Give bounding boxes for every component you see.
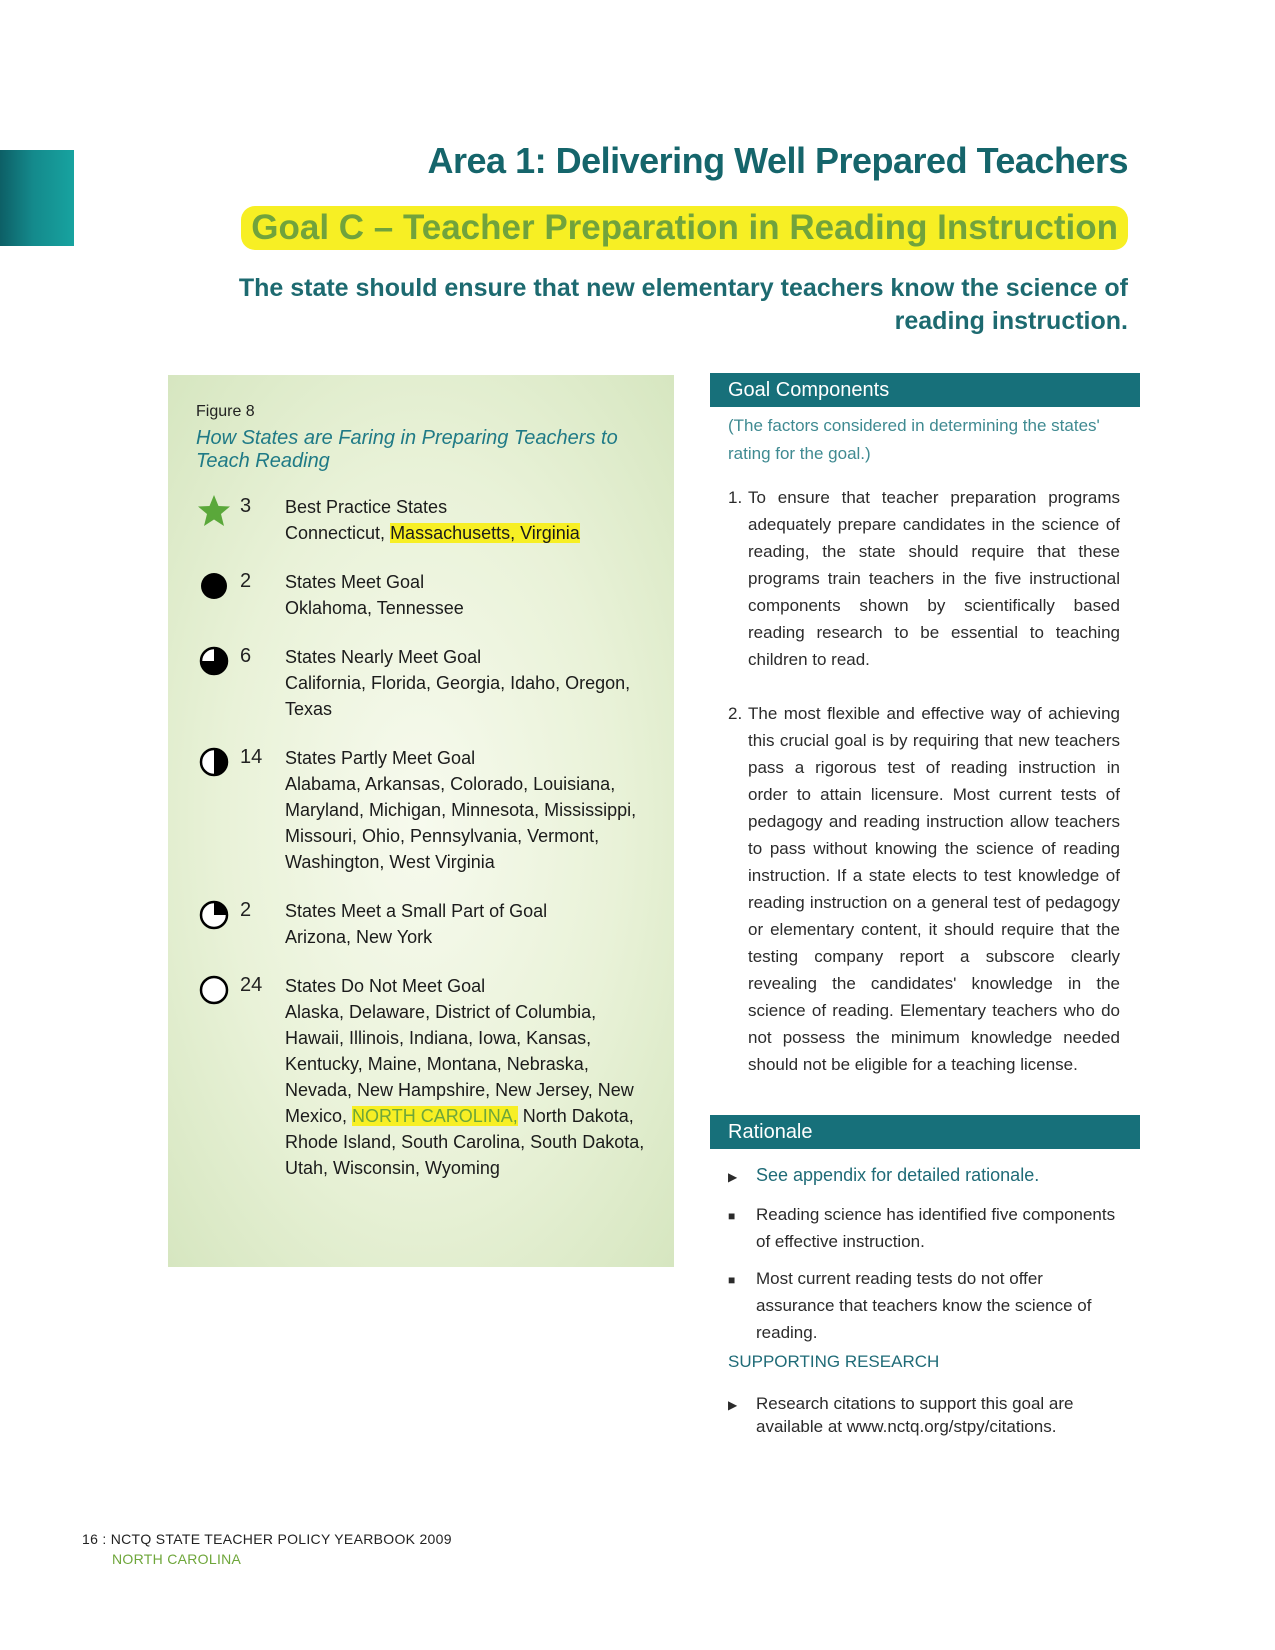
goal-components-heading: Goal Components (710, 373, 1140, 407)
rating-label: States Meet a Small Part of Goal (285, 901, 548, 921)
rating-label: Best Practice States (285, 497, 448, 517)
rationale-link-item[interactable] (728, 1162, 1120, 1191)
full-circle-icon (196, 568, 232, 604)
rating-count: 14 (240, 746, 263, 768)
rating-label: States Nearly Meet Goal (285, 647, 482, 667)
rating-states: Alaska, Delaware, District of Columbia, Hawaii, Illinois, Indiana, Iowa, Kansas, Kentucky, Maine, Montana, Nebraska, Nevada, New Hampshire, New Jersey, New Mexico, NORTH CAROLINA, North Dakota, Rhode Island, South Carolina, South Dakota, Utah, Wisconsin, Wyoming (285, 1002, 645, 1178)
goal-title: Goal C – Teacher Preparation in Reading Instruction (241, 206, 1128, 250)
rating-label: States Partly Meet Goal (285, 748, 476, 768)
rationale-point-text: Most current reading tests do not offer assurance that teachers know the science of reading. (756, 1269, 1092, 1342)
item-number: 2. (728, 704, 743, 723)
rating-row-do-not-meet (196, 974, 654, 1181)
figure-label: Figure 8 (196, 403, 255, 420)
goal-components-note: (The factors considered in determining the states' rating for the goal.) (728, 416, 1100, 463)
triangle-bullet-icon: ▶ (728, 1398, 738, 1412)
square-bullet-icon: ■ (728, 1273, 736, 1287)
side-color-tab (0, 150, 74, 246)
three-quarter-circle-icon (196, 643, 232, 679)
rationale-point (728, 1201, 1120, 1255)
footer-state: NORTH CAROLINA (112, 1551, 242, 1567)
rating-row-best-practice (196, 495, 654, 546)
rating-row-meet-goal (196, 570, 654, 621)
goal-component-item (728, 700, 1120, 1078)
research-citation-item (728, 1392, 1120, 1438)
rating-row-partly-meet (196, 746, 654, 875)
supporting-research-heading: SUPPORTING RESEARCH (728, 1352, 940, 1371)
item-text: To ensure that teacher preparation programs adequately prepare candidates in the science of reading, the state should require that these programs train teachers in the five instructional components shown by scientifically based reading research to be essential to teaching children to read. (748, 488, 1120, 669)
goal-statement: The state should ensure that new elementary teachers know the science of reading instruction. (238, 274, 1128, 335)
rationale-point-text: Reading science has identified five components of effective instruction. (756, 1205, 1116, 1251)
goal-component-item (728, 484, 1120, 673)
rationale-list (728, 1162, 1120, 1356)
figure-title: How States are Faring in Preparing Teachers to Teach Reading (196, 427, 618, 472)
rating-states: Arizona, New York (285, 927, 433, 947)
rating-states: California, Florida, Georgia, Idaho, Oregon, Texas (285, 673, 631, 719)
rationale-heading: Rationale (710, 1115, 1140, 1149)
rating-states: Connecticut, Massachusetts, Virginia (285, 523, 580, 543)
appendix-link[interactable]: See appendix for detailed rationale. (756, 1165, 1040, 1185)
research-citation-text: Research citations to support this goal are available at www.nctq.org/stpy/citations. (756, 1394, 1074, 1436)
rating-count: 3 (240, 495, 252, 517)
rating-label: States Do Not Meet Goal (285, 976, 486, 996)
highlighted-state: NORTH CAROLINA, (352, 1106, 518, 1126)
square-bullet-icon: ■ (728, 1209, 736, 1223)
quarter-circle-icon (196, 897, 232, 933)
rating-label: States Meet Goal (285, 572, 425, 592)
figure-panel (168, 375, 674, 1267)
rationale-point (728, 1265, 1120, 1346)
rating-row-nearly-meet (196, 645, 654, 722)
rating-count: 6 (240, 645, 252, 667)
item-text: The most flexible and effective way of achieving this crucial goal is by requiring that new teachers pass a rigorous test of reading instruction in order to attain licensure. Most current tests of pedagogy and reading instruction allow teachers to pass without knowing the science of reading instruction. If a state elects to test knowledge of reading instruction on a general test of pedagogy or elementary content, it should require that the testing company report a subscore clearly revealing the candidates' knowledge in the science of reading. Elementary teachers who do not possess the minimum knowledge needed should not be eligible for a teaching license. (748, 704, 1120, 1074)
rating-states: Oklahoma, Tennessee (285, 598, 464, 618)
rating-row-small-part (196, 899, 654, 950)
highlighted-states: Massachusetts, Virginia (390, 523, 580, 543)
page-footer: 16 : NCTQ STATE TEACHER POLICY YEARBOOK 2009 (82, 1531, 452, 1547)
empty-circle-icon (196, 972, 232, 1008)
item-number: 1. (728, 488, 743, 507)
triangle-bullet-icon: ▶ (728, 1170, 738, 1184)
rating-count: 2 (240, 570, 252, 592)
area-title: Area 1: Delivering Well Prepared Teachers (427, 140, 1128, 181)
rating-states: Alabama, Arkansas, Colorado, Louisiana, Maryland, Michigan, Minnesota, Mississippi, Missouri, Ohio, Pennsylvania, Vermont, Washington, West Virginia (285, 774, 637, 872)
rating-count: 24 (240, 974, 263, 996)
half-circle-icon (196, 744, 232, 780)
rating-count: 2 (240, 899, 252, 921)
star-icon (196, 493, 232, 529)
